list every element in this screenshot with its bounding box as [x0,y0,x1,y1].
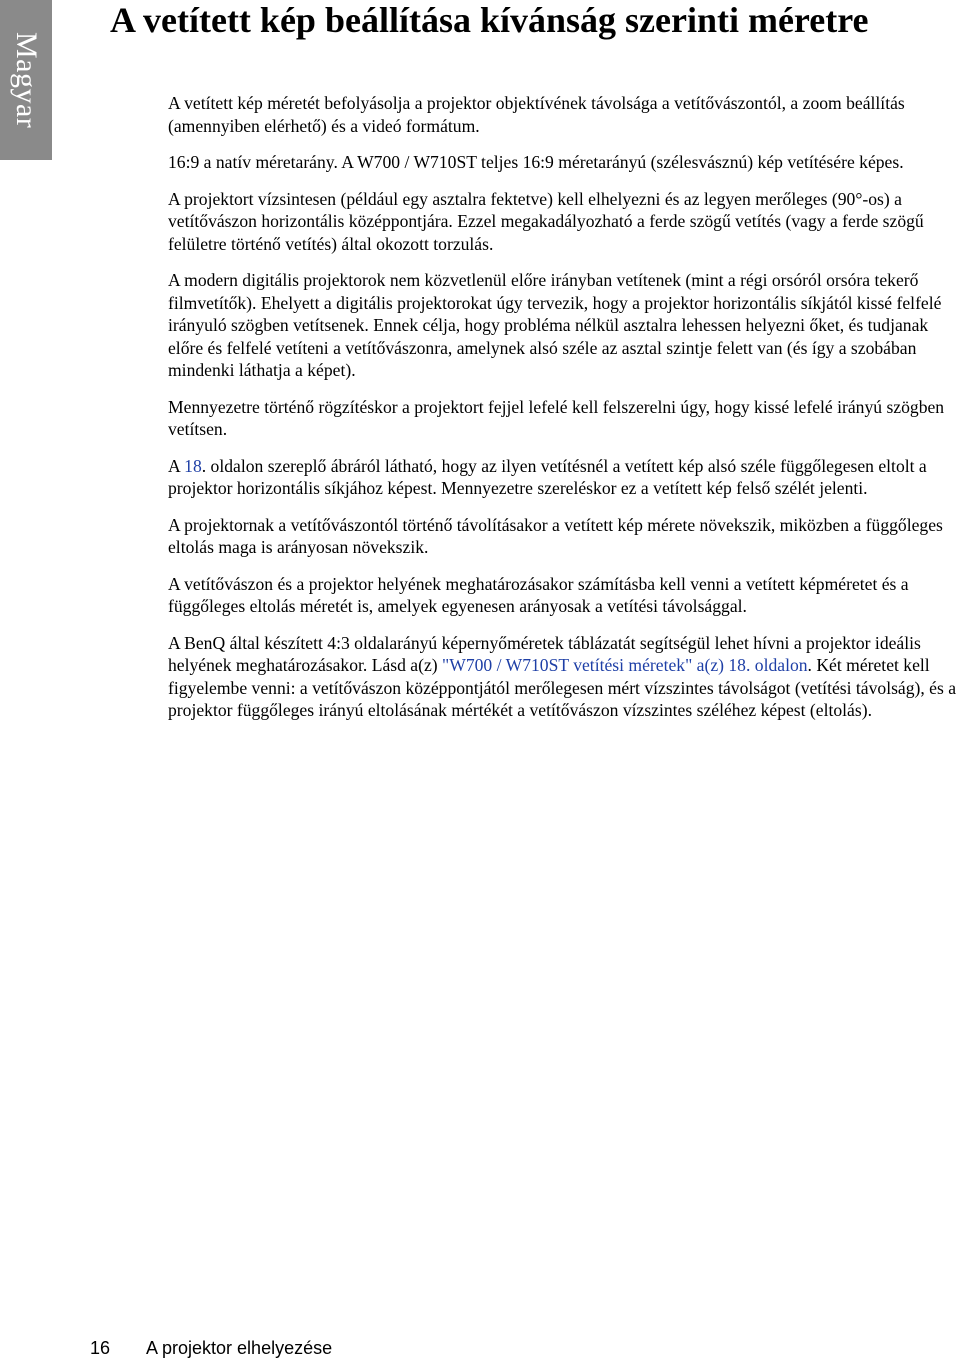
paragraph-horizontal-placement: A projektort vízsintesen (például egy asztalra fektetve) kell elhelyezni és az legyen merőleges (90°-os) a vetítővászon horizontális középpontjára. Ezzel megakadályozható a ferde szögű vetítés (vagy a ferde szögű felületre történő vetítés) által okozott torzulás. [168,188,924,254]
page-title: A vetített kép beállítása kívánság szerinti méretre [110,0,869,40]
paragraph-text: A [168,455,185,476]
page-number: 16 [90,1338,111,1358]
projection-sizes-link[interactable]: "W700 / W710ST vetítési méretek" a(z) 18. oldalon [442,655,808,675]
paragraph-digital-projectors: A modern digitális projektorok nem közvetlenül előre irányban vetítenek (mint a régi orsóról orsóra tekerő filmvetítők). Ehelyett a digitális projektorokat úgy tervezik, hogy a projektor horizontális síkjától kissé felfelé irányuló szögben vetítsenek. Ennek célja, hogy probléma nélkül asztalra lehessen helyezni őket, és tudjanak előre és felfelé vetíteni a vetítővászonra, amelynek alsó széle az asztal szintje felett van (és így a szobában mindenki láthatja a képet). [168,270,942,380]
paragraph-aspect-ratio: 16:9 a natív méretarány. A W700 / W710ST teljes 16:9 méretarányú (szélesvásznú) kép vetítésére képes. [168,152,904,172]
paragraph-distance-growth: A projektornak a vetítővászontól történő távolításakor a vetített kép mérete növekszik, miközben a függőleges eltolás maga is arányosan növekszik. [168,514,943,557]
paragraph-screen-placement: A vetítővászon és a projektor helyének meghatározásakor számításba kell venni a vetített képméretet és a függőleges eltolás méretét is, amelyek egyenesen arányosak a vetítési távolsággal. [168,573,909,616]
paragraph-text: A BenQ által készített 4:3 oldalarányú képernyőméretek táblázatát segítségül lehet hívni a projektor ideális helyének meghatározásakor. Lásd a(z) [168,632,921,675]
page-reference-link[interactable]: 18 [184,455,202,476]
paragraph-vertical-offset [168,455,958,500]
paragraph-text: . Két méretet kell figyelembe venni: a vetítővászon középpontjától merőlegesen mért vízszintes távolságot (vetítési távolság), és a projektor függőleges irányú eltolásának mértékét a vetítővászon vízszintes széléhez képest (eltolás). [168,655,957,720]
paragraph-image-size: A vetített kép méretét befolyásolja a projektor objektívének távolsága a vetítővászontól, a zoom beállítás (amennyiben elérhető) és a videó formátum. [168,93,905,136]
paragraph-text: . oldalon szereplő ábráról látható, hogy az ilyen vetítésnél a vetített kép alsó széle függőlegesen eltolt a projektor horizontális síkjához képest. Mennyezetre szereléskor ez a vetített kép felső szélét jelenti. [168,455,927,498]
language-tab-label: Magyar [10,31,43,129]
paragraph-ceiling-mount: Mennyezetre történő rögzítéskor a projektort fejjel lefelé kell felszerelni úgy, hogy kissé lefelé irányú szögben vetítsen. [168,396,945,439]
section-name: A projektor elhelyezése [146,1338,333,1358]
page-footer [90,1337,332,1359]
language-tab [0,0,52,160]
body-text [168,92,958,736]
paragraph-size-table [168,632,958,722]
